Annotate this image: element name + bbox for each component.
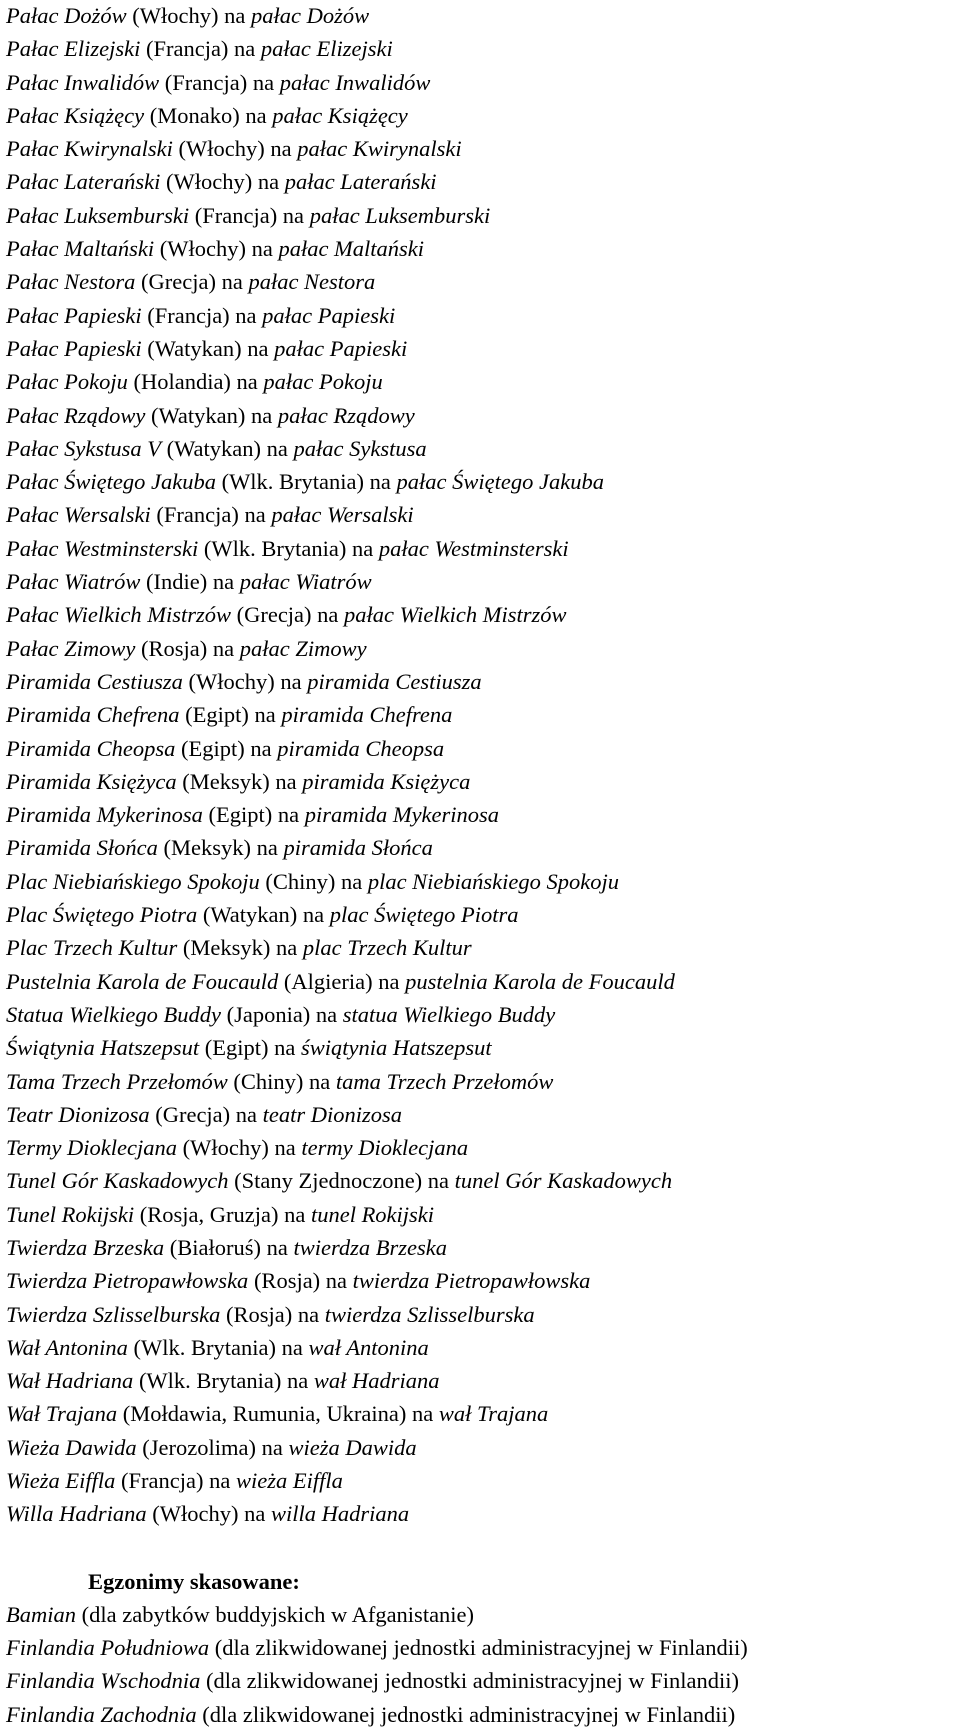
- exonym-name: Tunel Rokijski: [6, 1201, 135, 1227]
- exonym-target: twierdza Pietropawłowska: [352, 1268, 591, 1294]
- list-item: [6, 566, 956, 599]
- exonym-target: wał Hadriana: [313, 1368, 440, 1394]
- exonym-name: Pałac Papieski: [6, 302, 142, 328]
- exonym-name: Plac Trzech Kultur: [6, 935, 178, 961]
- list-item: [6, 832, 956, 865]
- country-note: (Francja) na: [150, 502, 272, 528]
- list-item: [6, 666, 956, 699]
- exonym-target: twierdza Szlisselburska: [324, 1301, 535, 1327]
- country-note: (Egipt) na: [175, 735, 278, 761]
- exonym-name: Wieża Eiffla: [6, 1468, 116, 1494]
- country-note: (Watykan) na: [145, 402, 278, 428]
- exonym-name: Pałac Świętego Jakuba: [6, 469, 216, 495]
- exonym-target: tunel Gór Kaskadowych: [454, 1168, 673, 1194]
- country-note: (Chiny) na: [227, 1068, 336, 1094]
- list-item: [6, 633, 956, 666]
- country-note: (Wlk. Brytania) na: [133, 1368, 314, 1394]
- exonym-target: pałac Kwirynalski: [297, 136, 462, 162]
- country-note: (Egipt) na: [202, 802, 305, 828]
- exonym-target: pałac Inwalidów: [279, 69, 431, 95]
- exonym-name: Wał Hadriana: [6, 1368, 134, 1394]
- list-item: [6, 67, 956, 100]
- exonym-name: Pałac Wielkich Mistrzów: [6, 602, 231, 628]
- country-note: (Watykan) na: [141, 335, 275, 361]
- list-item: [6, 1265, 956, 1298]
- country-note: (Włochy) na: [177, 1135, 302, 1161]
- exonym-target: pałac Pokoju: [263, 369, 383, 395]
- exonym-name: Pałac Sykstusa V: [6, 435, 161, 461]
- document-page: [6, 0, 956, 1732]
- exonym-name: Piramida Cheopsa: [6, 735, 176, 761]
- exonym-target: twierdza Brzeska: [293, 1234, 448, 1260]
- country-note: (Indie) na: [140, 569, 240, 595]
- exonym-target: pałac Książęcy: [272, 102, 408, 128]
- country-note: (Grecja) na: [149, 1101, 263, 1127]
- country-note: (Francja) na: [189, 202, 310, 228]
- exonym-name: Pałac Rządowy: [6, 402, 146, 428]
- country-note: (Rosja) na: [248, 1268, 353, 1294]
- country-note: (Francja) na: [115, 1468, 236, 1494]
- exonym-target: willa Hadriana: [270, 1501, 410, 1527]
- exonym-target: plac Trzech Kultur: [302, 935, 472, 961]
- exonym-target: wał Antonina: [308, 1334, 429, 1360]
- country-note: (Algieria) na: [278, 968, 406, 994]
- exonym-target: piramida Księżyca: [302, 768, 471, 794]
- usage-note: (dla zlikwidowanej jednostki administracyjnej w Finlandii): [196, 1701, 736, 1727]
- country-note: (Meksyk) na: [157, 835, 284, 861]
- exonym-name: Wał Trajana: [6, 1401, 118, 1427]
- exonym-list: [6, 0, 956, 1532]
- exonym-target: pałac Wersalski: [271, 502, 414, 528]
- usage-note: (dla zabytków buddyjskich w Afganistanie): [76, 1601, 475, 1627]
- exonym-target: świątynia Hatszepsut: [300, 1035, 492, 1061]
- exonym-target: piramida Słońca: [283, 835, 433, 861]
- list-item: [6, 932, 956, 965]
- exonym-target: piramida Cheopsa: [277, 735, 445, 761]
- country-note: (Meksyk) na: [176, 768, 303, 794]
- exonym-target: teatr Dionizosa: [262, 1101, 403, 1127]
- exonym-target: wał Trajana: [438, 1401, 549, 1427]
- list-item: [6, 1232, 956, 1265]
- list-item: [6, 166, 956, 199]
- list-item: [6, 966, 956, 999]
- country-note: (Włochy) na: [126, 3, 251, 28]
- country-note: (Watykan) na: [197, 902, 330, 928]
- list-item: [6, 266, 956, 299]
- exonym-target: wieża Eiffla: [235, 1468, 343, 1494]
- exonym-target: plac Świętego Piotra: [329, 902, 519, 928]
- country-note: (Rosja, Gruzja) na: [134, 1201, 311, 1227]
- list-item: [6, 1299, 956, 1332]
- country-note: (Chiny) na: [259, 868, 368, 894]
- exonym-name: Plac Świętego Piotra: [6, 902, 198, 928]
- country-note: (Rosja) na: [135, 635, 240, 661]
- list-item: [6, 1365, 956, 1398]
- list-item: [6, 433, 956, 466]
- exonym-target: termy Dioklecjana: [301, 1135, 469, 1161]
- country-note: (Włochy) na: [154, 236, 279, 262]
- list-item: [6, 1165, 956, 1198]
- country-note: (Wlk. Brytania) na: [127, 1334, 309, 1360]
- list-item: [6, 400, 956, 433]
- exonym-name: Pałac Laterański: [6, 169, 161, 195]
- exonym-target: piramida Cestiusza: [307, 668, 482, 694]
- list-item: [6, 466, 956, 499]
- list-item: [6, 333, 956, 366]
- list-item: [6, 1332, 956, 1365]
- exonym-name: Statua Wielkiego Buddy: [6, 1001, 221, 1027]
- exonym-name: Pałac Maltański: [6, 236, 155, 262]
- country-note: (Białoruś) na: [164, 1234, 294, 1260]
- exonym-name: Pałac Pokoju: [6, 369, 128, 395]
- list-item: [6, 1132, 956, 1165]
- exonym-name: Termy Dioklecjana: [6, 1135, 178, 1161]
- exonym-name: Finlandia Wschodnia: [6, 1668, 201, 1694]
- list-item: [6, 1665, 956, 1698]
- list-item: [6, 533, 956, 566]
- exonym-target: tunel Rokijski: [310, 1201, 435, 1227]
- exonym-target: pałac Zimowy: [239, 635, 367, 661]
- exonym-target: pałac Elizejski: [260, 36, 393, 62]
- country-note: (Włochy) na: [146, 1501, 271, 1527]
- exonym-target: plac Niebiańskiego Spokoju: [367, 868, 620, 894]
- exonym-target: pałac Wielkich Mistrzów: [344, 602, 567, 628]
- exonym-name: Pałac Kwirynalski: [6, 136, 173, 162]
- list-item: [6, 1498, 956, 1531]
- exonym-target: wieża Dawida: [288, 1434, 417, 1460]
- list-item: [6, 899, 956, 932]
- exonym-target: pałac Westminsterski: [378, 535, 569, 561]
- exonym-name: Pałac Luksemburski: [6, 202, 190, 228]
- list-item: [6, 699, 956, 732]
- country-note: (Rosja) na: [220, 1301, 325, 1327]
- exonym-target: tama Trzech Przełomów: [335, 1068, 554, 1094]
- country-note: (Mołdawia, Rumunia, Ukraina) na: [117, 1401, 439, 1427]
- country-note: (Japonia) na: [220, 1001, 343, 1027]
- country-note: (Stany Zjednoczone) na: [228, 1168, 455, 1194]
- country-note: (Grecja) na: [135, 269, 249, 295]
- exonym-name: Plac Niebiańskiego Spokoju: [6, 868, 260, 894]
- exonym-name: Piramida Słońca: [6, 835, 158, 861]
- country-note: (Wlk. Brytania) na: [198, 535, 379, 561]
- exonym-name: Finlandia Południowa: [6, 1634, 210, 1660]
- list-item: [6, 300, 956, 333]
- country-note: (Monako) na: [144, 102, 273, 128]
- exonym-name: Pałac Westminsterski: [6, 535, 199, 561]
- exonym-target: pałac Papieski: [262, 302, 396, 328]
- exonym-name: Willa Hadriana: [6, 1501, 147, 1527]
- exonym-name: Piramida Księżyca: [6, 768, 177, 794]
- exonym-name: Pałac Nestora: [6, 269, 136, 295]
- exonym-name: Wieża Dawida: [6, 1434, 137, 1460]
- list-item: [6, 799, 956, 832]
- list-item: [6, 233, 956, 266]
- exonym-target: piramida Chefrena: [281, 702, 453, 728]
- section-heading: Egzonimy skasowane:: [88, 1568, 300, 1594]
- exonym-name: Tama Trzech Przełomów: [6, 1068, 228, 1094]
- list-item: [6, 1398, 956, 1431]
- exonym-target: pałac Laterański: [284, 169, 437, 195]
- country-note: (Jerozolima) na: [136, 1434, 289, 1460]
- exonym-name: Piramida Cestiusza: [6, 668, 183, 694]
- country-note: (Meksyk) na: [177, 935, 303, 961]
- country-note: (Grecja) na: [230, 602, 345, 628]
- exonym-target: piramida Mykerinosa: [304, 802, 500, 828]
- exonym-target: pałac Luksemburski: [309, 202, 491, 228]
- list-item: [6, 999, 956, 1032]
- exonym-name: Pustelnia Karola de Foucauld: [6, 968, 279, 994]
- country-note: (Francja) na: [141, 302, 263, 328]
- exonym-name: Twierdza Brzeska: [6, 1234, 165, 1260]
- exonym-name: Pałac Papieski: [6, 335, 142, 361]
- exonym-target: pałac Nestora: [248, 269, 376, 295]
- country-note: (Francja) na: [140, 36, 261, 62]
- exonym-target: pałac Świętego Jakuba: [396, 469, 604, 495]
- exonym-name: Pałac Elizejski: [6, 36, 141, 62]
- exonym-name: Piramida Mykerinosa: [6, 802, 203, 828]
- exonym-name: Twierdza Szlisselburska: [6, 1301, 221, 1327]
- list-item: [6, 599, 956, 632]
- country-note: (Egipt) na: [179, 702, 282, 728]
- exonym-name: Tunel Gór Kaskadowych: [6, 1168, 229, 1194]
- list-item: [6, 1432, 956, 1465]
- country-note: (Włochy) na: [160, 169, 285, 195]
- list-item: [6, 1032, 956, 1065]
- exonym-name: Pałac Wiatrów: [6, 569, 141, 595]
- country-note: (Włochy) na: [182, 668, 308, 694]
- exonym-name: Twierdza Pietropawłowska: [6, 1268, 249, 1294]
- exonym-name: Świątynia Hatszepsut: [6, 1035, 200, 1061]
- exonym-name: Pałac Inwalidów: [6, 69, 160, 95]
- exonym-target: pustelnia Karola de Foucauld: [405, 968, 675, 994]
- exonym-name: Piramida Chefrena: [6, 702, 180, 728]
- removed-exonym-list: [6, 1599, 956, 1732]
- list-item: [6, 733, 956, 766]
- list-item: [6, 100, 956, 133]
- country-note: (Francja) na: [159, 69, 280, 95]
- list-item: [6, 133, 956, 166]
- exonym-name: Pałac Zimowy: [6, 635, 136, 661]
- list-item: [6, 1199, 956, 1232]
- exonym-name: Bamian: [6, 1601, 76, 1627]
- exonym-name: Teatr Dionizosa: [6, 1101, 150, 1127]
- list-item: [6, 499, 956, 532]
- list-item: [6, 0, 956, 33]
- country-note: (Egipt) na: [199, 1035, 301, 1061]
- country-note: (Watykan) na: [160, 435, 294, 461]
- exonym-target: pałac Sykstusa: [293, 435, 427, 461]
- list-item: [6, 866, 956, 899]
- list-item: [6, 1066, 956, 1099]
- section-spacer: [6, 1532, 956, 1565]
- list-item: [6, 1599, 956, 1632]
- country-note: (Holandia) na: [127, 369, 264, 395]
- country-note: (Włochy) na: [172, 136, 298, 162]
- exonym-name: Finlandia Zachodnia: [6, 1701, 197, 1727]
- exonym-name: Wał Antonina: [6, 1334, 128, 1360]
- exonym-name: Pałac Książęcy: [6, 102, 145, 128]
- usage-note: (dla zlikwidowanej jednostki administracyjnej w Finlandii): [200, 1668, 739, 1694]
- exonym-target: pałac Wiatrów: [239, 569, 372, 595]
- list-item: [6, 1699, 956, 1732]
- usage-note: (dla zlikwidowanej jednostki administracyjnej w Finlandii): [209, 1634, 748, 1660]
- list-item: [6, 1465, 956, 1498]
- list-item: [6, 1632, 956, 1665]
- country-note: (Wlk. Brytania) na: [215, 469, 397, 495]
- exonym-target: pałac Rządowy: [277, 402, 415, 428]
- exonym-target: pałac Papieski: [274, 335, 408, 361]
- exonym-target: pałac Dożów: [250, 3, 370, 28]
- exonym-target: pałac Maltański: [278, 236, 425, 262]
- exonym-name: Pałac Wersalski: [6, 502, 151, 528]
- exonym-name: Pałac Dożów: [6, 3, 127, 28]
- list-item: [6, 33, 956, 66]
- exonym-target: statua Wielkiego Buddy: [342, 1001, 556, 1027]
- list-item: [6, 366, 956, 399]
- list-item: [6, 766, 956, 799]
- list-item: [6, 200, 956, 233]
- list-item: [6, 1099, 956, 1132]
